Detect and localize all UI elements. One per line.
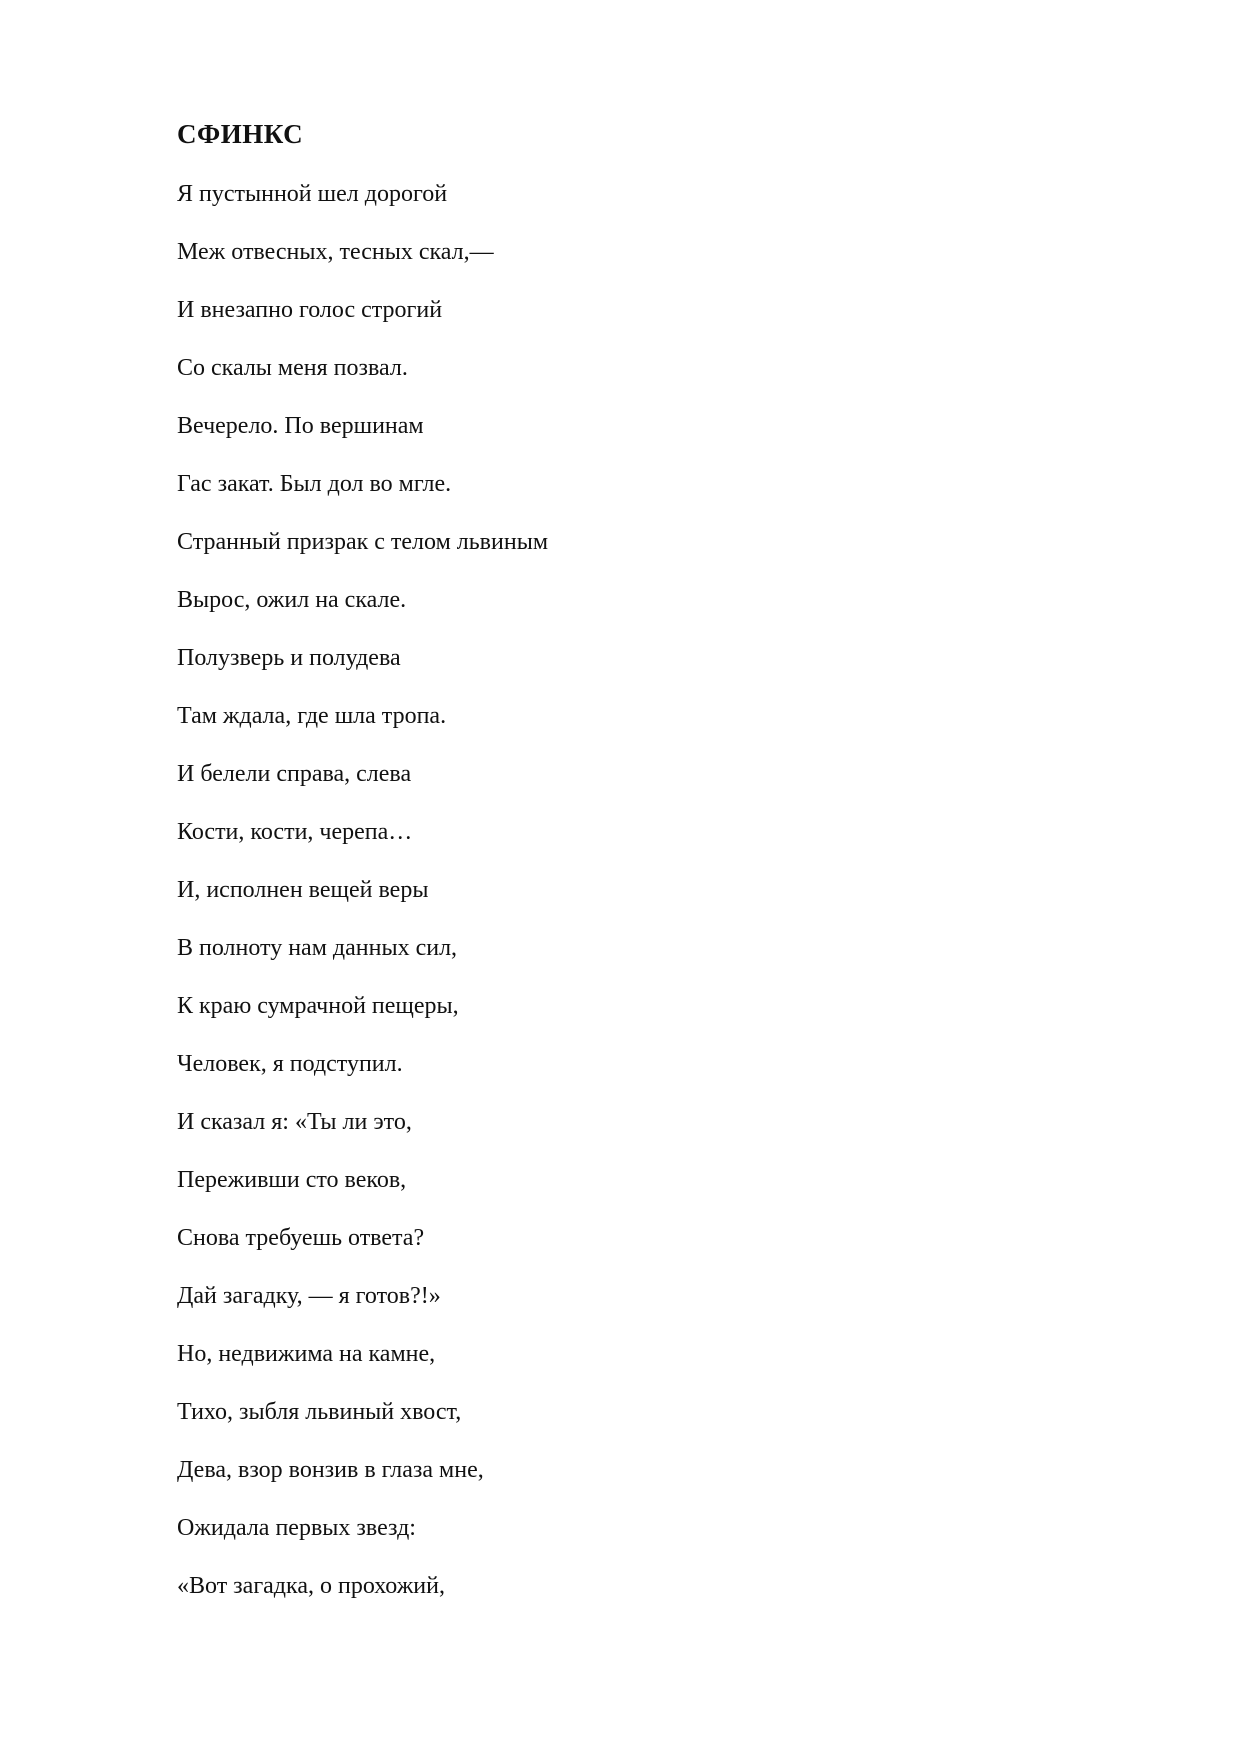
poem-line: Со скалы меня позвал. bbox=[177, 355, 408, 381]
poem-line: Вырос, ожил на скале. bbox=[177, 587, 407, 613]
poem-title: СФИНКС bbox=[177, 119, 304, 149]
poem-line: И сказал я: «Ты ли это, bbox=[177, 1109, 412, 1135]
poem-line: Человек, я подступил. bbox=[177, 1051, 403, 1077]
poem-line: К краю сумрачной пещеры, bbox=[177, 993, 459, 1019]
poem-line: Меж отвесных, тесных скал,— bbox=[177, 239, 494, 265]
poem-line: Переживши сто веков, bbox=[177, 1167, 407, 1193]
poem-body bbox=[177, 176, 548, 1626]
poem-line: Полузверь и полудева bbox=[177, 645, 401, 671]
poem-line: Гас закат. Был дол во мгле. bbox=[177, 471, 452, 497]
poem-line: Ожидала первых звезд: bbox=[177, 1515, 416, 1541]
poem-line: Но, недвижима на камне, bbox=[177, 1341, 436, 1367]
poem-line: «Вот загадка, о прохожий, bbox=[177, 1573, 445, 1599]
poem-line: Тихо, зыбля львиный хвост, bbox=[177, 1399, 462, 1425]
poem-line: Снова требуешь ответа? bbox=[177, 1225, 425, 1251]
poem-line: Дай загадку, — я готов?!» bbox=[177, 1283, 441, 1309]
poem-line: В полноту нам данных сил, bbox=[177, 935, 458, 961]
poem-line: Я пустынной шел дорогой bbox=[177, 181, 448, 207]
poem-line: Странный призрак с телом львиным bbox=[177, 529, 549, 555]
poem-line: И белели справа, слева bbox=[177, 761, 412, 787]
poem-line: И внезапно голос строгий bbox=[177, 297, 443, 323]
poem-line: Вечерело. По вершинам bbox=[177, 413, 424, 439]
poem-line: И, исполнен вещей веры bbox=[177, 877, 429, 903]
poem-line: Дева, взор вонзив в глаза мне, bbox=[177, 1457, 484, 1483]
poem-line: Кости, кости, черепа… bbox=[177, 819, 413, 845]
poem-line: Там ждала, где шла тропа. bbox=[177, 703, 447, 729]
